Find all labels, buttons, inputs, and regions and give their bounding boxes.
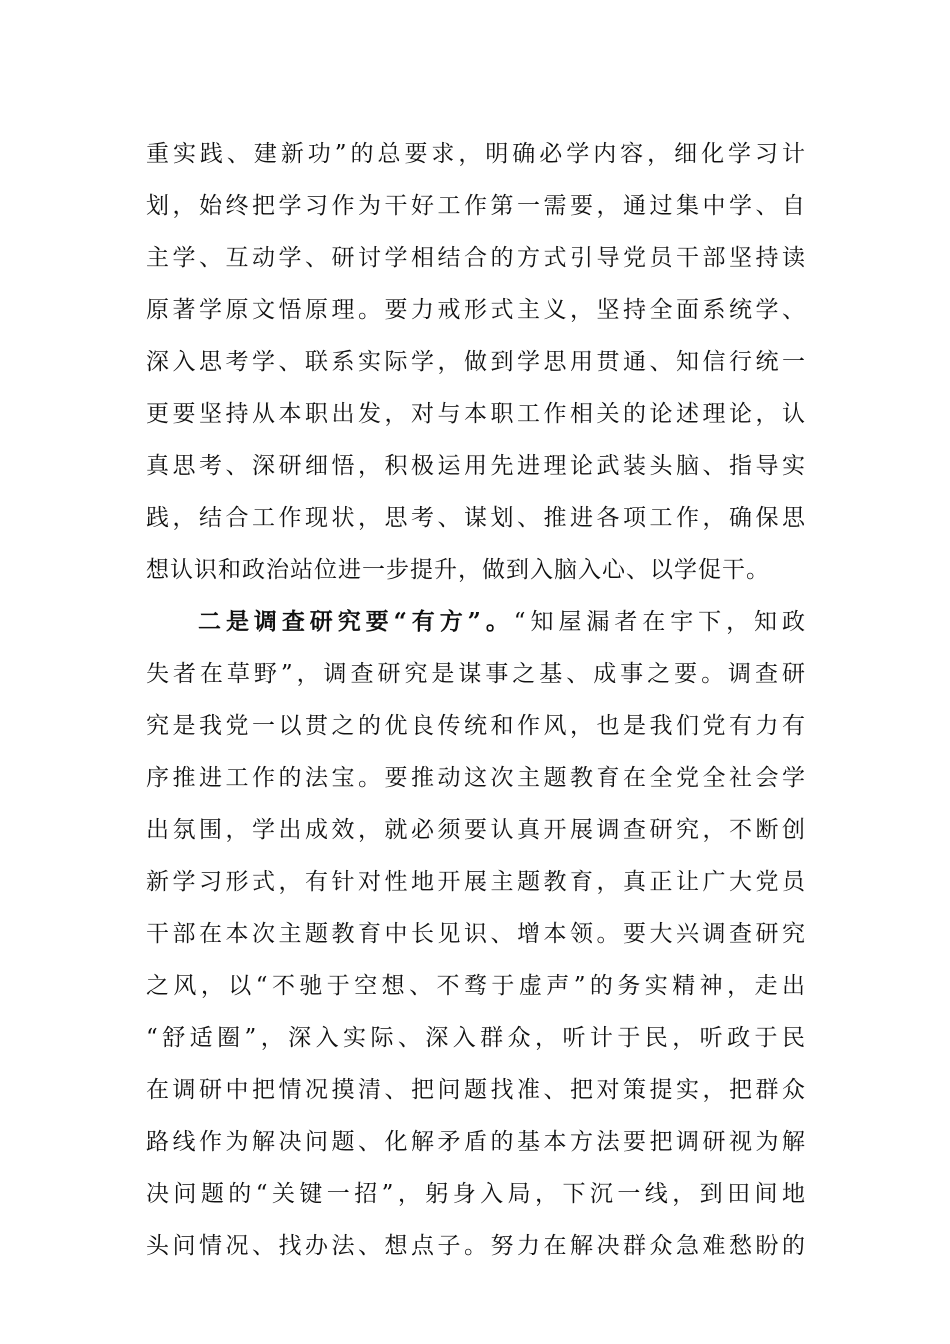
text-line: 之风，以“不驰于空想、不骛于虚声”的务实精神，走出 [146,973,806,999]
text-line: 路线作为解决问题、化解矛盾的基本方法要把调研视为解 [146,1129,806,1155]
heading-line-text: “知屋漏者在宇下，知政 [513,609,806,635]
text-line: 划，始终把学习作为干好工作第一需要，通过集中学、自 [146,193,806,219]
paragraph-heading: 二是调查研究要“有方”。 [198,608,514,635]
text-line: 新学习形式，有针对性地开展主题教育，真正让广大党员 [146,869,806,895]
text-line: 头问情况、找办法、想点子。努力在解决群众急难愁盼的 [146,1233,806,1259]
document-body [146,128,806,1272]
text-line: 践，结合工作现状，思考、谋划、推进各项工作，确保思 [146,505,806,531]
text-line: 失者在草野”，调查研究是谋事之基、成事之要。调查研 [146,661,806,687]
text-line: 在调研中把情况摸清、把问题找准、把对策提实，把群众 [146,1077,806,1103]
text-line: 真思考、深研细悟，积极运用先进理论武装头脑、指导实 [146,453,806,479]
text-line: 想认识和政治站位进一步提升，做到入脑入心、以学促干。 [146,557,770,583]
text-line: 出氛围，学出成效，就必须要认真开展调查研究，不断创 [146,817,806,843]
text-line: 序推进工作的法宝。要推动这次主题教育在全党全社会学 [146,765,806,791]
text-line: 干部在本次主题教育中长见识、增本领。要大兴调查研究 [146,921,806,947]
text-line: 深入思考学、联系实际学，做到学思用贯通、知信行统一 [146,349,806,375]
text-line: “舒适圈”，深入实际、深入群众，听计于民，听政于民 [146,1025,806,1051]
text-line: 决问题的“关键一招”，躬身入局，下沉一线，到田间地 [146,1181,806,1207]
text-line: 更要坚持从本职出发，对与本职工作相关的论述理论，认 [146,401,806,427]
text-line: 主学、互动学、研讨学相结合的方式引导党员干部坚持读 [146,245,806,271]
paragraph-heading-line [146,596,806,648]
text-line: 重实践、建新功”的总要求，明确必学内容，细化学习计 [146,141,806,167]
text-line: 究是我党一以贯之的优良传统和作风，也是我们党有力有 [146,713,806,739]
text-line: 原著学原文悟原理。要力戒形式主义，坚持全面系统学、 [146,297,806,323]
